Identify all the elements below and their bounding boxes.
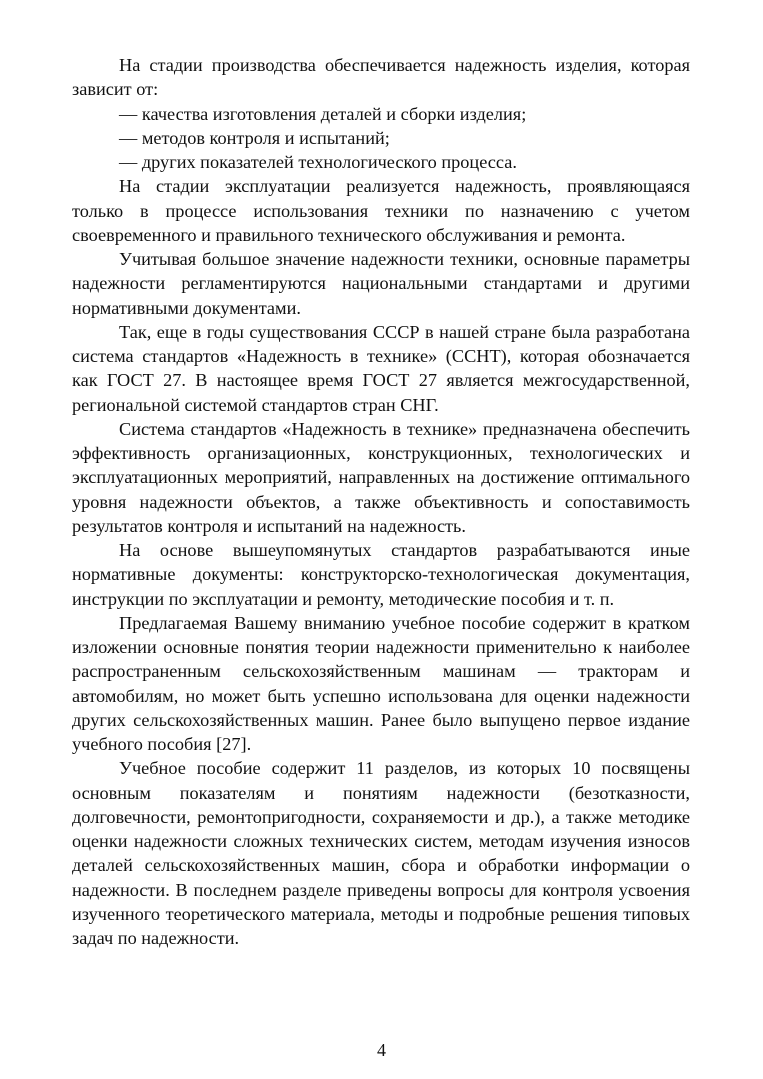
list-item: — методов контроля и испытаний; [119, 127, 390, 148]
intro-paragraph: На стадии производства обеспечивается надежность изделия, которая зависит от: [72, 55, 690, 100]
list-item: — других показателей технологического процесса. [119, 152, 517, 172]
page-number: 4 [377, 1040, 386, 1060]
paragraph: На основе вышеупомянутых стандартов разрабатываются иные нормативные документы: конструкторско-технологическая документация, инструкции по эксплуатации и ремонту, методические пособия и т. п. [72, 540, 690, 609]
paragraph: Система стандартов «Надежность в технике» предназначена обеспечить эффективность организационных, конструкционных, технологических и эксплуатационных мероприятий, направленных на достижение оптимального уровня надежности объектов, а также объективность и сопоставимость результатов контроля и испытаний на надежность. [72, 418, 690, 536]
body-text [72, 53, 690, 950]
paragraph: Так, еще в годы существования СССР в нашей стране была разработана система стандартов «Надежность в технике» (ССНТ), которая обозначается как ГОСТ 27. В настоящее время ГОСТ 27 является межгосударственной, региональной системой стандартов стран СНГ. [72, 321, 690, 415]
paragraph: На стадии эксплуатации реализуется надежность, проявляющаяся только в процессе использования техники по назначению с учетом своевременного и правильного технического обслуживания и ремонта. [72, 176, 690, 245]
paragraph: Учебное пособие содержит 11 разделов, из которых 10 посвящены основным показателям и понятиям надежности (безотказности, долговечности, ремонтопригодности, сохраняемости и др.), а также методике оценки надежности сложных технических систем, методам изучения износов деталей сельскохозяйственных машин, сбора и обработки информации о надежности. В последнем разделе приведены вопросы для контроля усвоения изученного теоретического материала, методы и подробные решения типовых задач по надежности. [72, 758, 690, 948]
list-item: — качества изготовления деталей и сборки изделия; [119, 103, 527, 124]
paragraph: Предлагаемая Вашему вниманию учебное пособие содержит в кратком изложении основные понятия теории надежности применительно к наиболее распространенным сельскохозяйственным машинам — тракторам и автомобилям, но может быть успешно использована для оценки надежности других сельскохозяйственных машин. Ранее было выпущено первое издание учебного пособия [27]. [72, 612, 690, 754]
paragraph: Учитывая большое значение надежности техники, основные параметры надежности регламентируются национальными стандартами и другими нормативными документами. [72, 249, 690, 318]
